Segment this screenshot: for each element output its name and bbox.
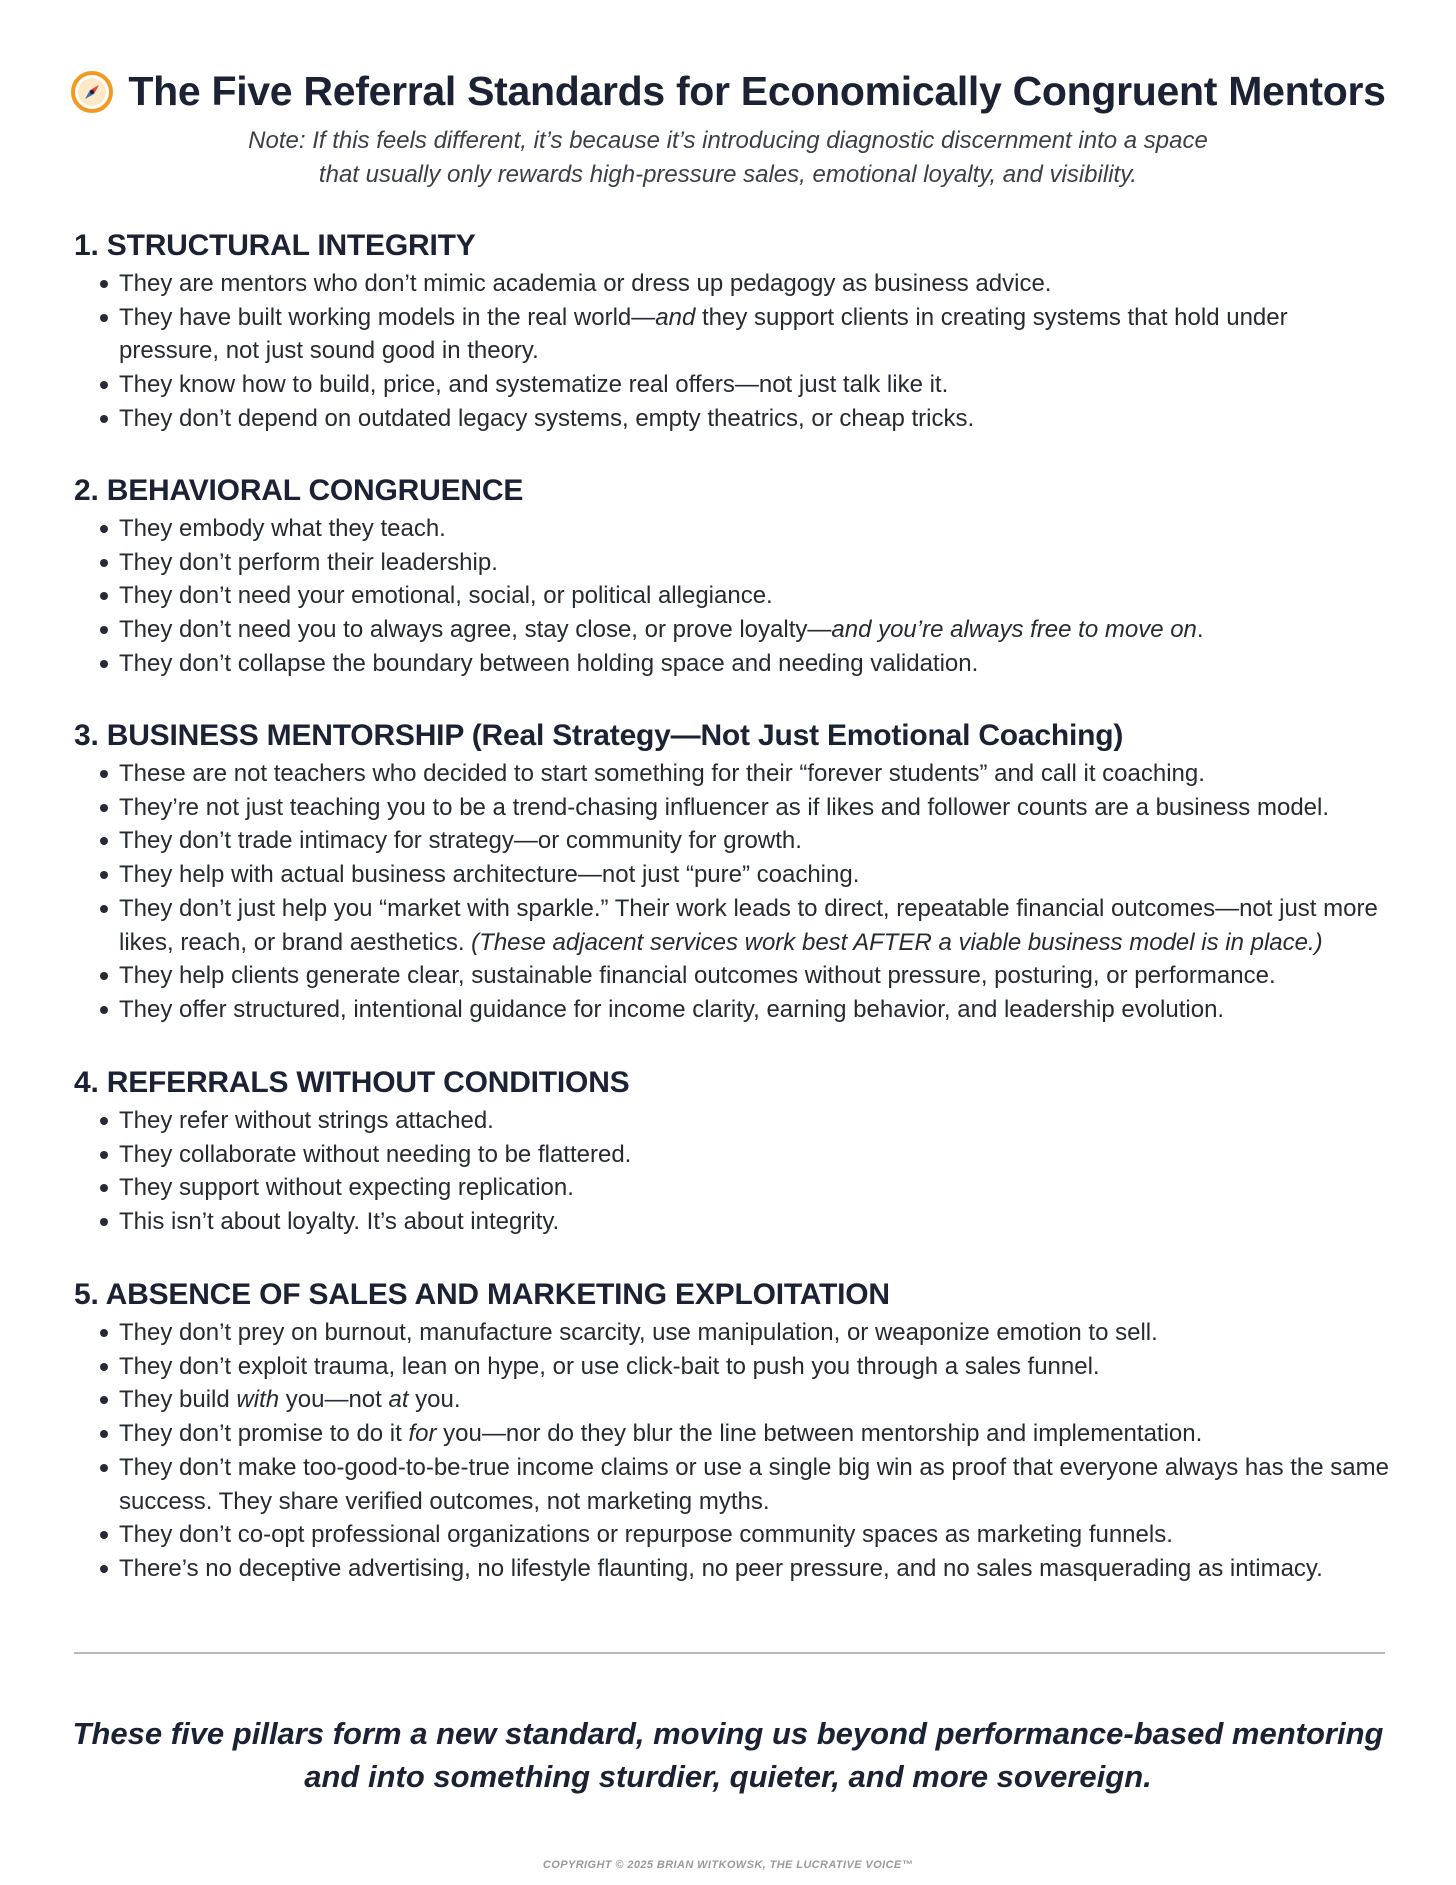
intro-note-line: that usually only rewards high-pressure sales, emotional loyalty, and visibility. — [318, 161, 1138, 188]
list-item: They don’t depend on outdated legacy systems, empty theatrics, or cheap tricks. — [74, 402, 1394, 436]
intro-note-line: Note: If this feels different, it’s because it’s introducing diagnostic discernment into a space — [248, 127, 1208, 154]
section-structural-integrity — [74, 227, 1394, 436]
list-item: They’re not just teaching you to be a trend-chasing influencer as if likes and follower counts are a business model. — [74, 791, 1394, 825]
closing-line: These five pillars form a new standard, moving us beyond performance-based mentoring — [72, 1716, 1384, 1751]
title-row — [0, 68, 1456, 115]
list-item: They don’t make too-good-to-be-true income claims or use a single big win as proof that everyone always has the same success. They share verified outcomes, not marketing myths. — [74, 1451, 1394, 1518]
section-heading: 5. ABSENCE OF SALES AND MARKETING EXPLOITATION — [74, 1278, 890, 1311]
divider — [74, 1652, 1385, 1654]
bullet-list — [74, 757, 1394, 1027]
list-item: There’s no deceptive advertising, no lifestyle flaunting, no peer pressure, and no sales masquerading as intimacy. — [74, 1552, 1394, 1586]
list-item: This isn’t about loyalty. It’s about integrity. — [74, 1205, 1394, 1239]
list-item: They don’t perform their leadership. — [74, 546, 1394, 580]
list-item: They offer structured, intentional guidance for income clarity, earning behavior, and leadership evolution. — [74, 993, 1394, 1027]
list-item: They help clients generate clear, sustainable financial outcomes without pressure, posturing, or performance. — [74, 959, 1394, 993]
closing-line: and into something sturdier, quieter, and more sovereign. — [304, 1759, 1152, 1794]
section-absence-of-exploitation — [74, 1276, 1394, 1586]
list-item: They refer without strings attached. — [74, 1104, 1394, 1138]
compass-icon — [70, 70, 114, 114]
section-heading: 3. BUSINESS MENTORSHIP (Real Strategy—Not Just Emotional Coaching) — [74, 719, 1124, 752]
copyright-footer: COPYRIGHT © 2025 BRIAN WITKOWSK, THE LUCRATIVE VOICE™ — [542, 1859, 914, 1871]
list-item: They are mentors who don’t mimic academia or dress up pedagogy as business advice. — [74, 267, 1394, 301]
list-item: These are not teachers who decided to start something for their “forever students” and call it coaching. — [74, 757, 1394, 791]
list-item: They embody what they teach. — [74, 512, 1394, 546]
list-item: They have built working models in the real world—and they support clients in creating systems that hold under pressure, not just sound good in theory. — [74, 301, 1394, 368]
list-item: They support without expecting replication. — [74, 1171, 1394, 1205]
list-item: They don’t co-opt professional organizations or repurpose community spaces as marketing funnels. — [74, 1518, 1394, 1552]
section-heading: 1. STRUCTURAL INTEGRITY — [74, 229, 476, 262]
list-item: They don’t need your emotional, social, or political allegiance. — [74, 579, 1394, 613]
list-item: They help with actual business architecture—not just “pure” coaching. — [74, 858, 1394, 892]
section-referrals-without-conditions — [74, 1064, 1394, 1239]
closing-statement — [0, 1712, 1456, 1798]
list-item: They know how to build, price, and systematize real offers—not just talk like it. — [74, 368, 1394, 402]
section-heading: 4. REFERRALS WITHOUT CONDITIONS — [74, 1066, 630, 1099]
list-item: They don’t trade intimacy for strategy—or community for growth. — [74, 824, 1394, 858]
bullet-list — [74, 512, 1394, 681]
bullet-list — [74, 1316, 1394, 1586]
bullet-list — [74, 267, 1394, 436]
section-heading: 2. BEHAVIORAL CONGRUENCE — [74, 474, 524, 507]
list-item: They don’t promise to do it for you—nor do they blur the line between mentorship and implementation. — [74, 1417, 1394, 1451]
intro-note — [0, 124, 1456, 192]
list-item: They don’t prey on burnout, manufacture scarcity, use manipulation, or weaponize emotion to sell. — [74, 1316, 1394, 1350]
section-business-mentorship — [74, 717, 1394, 1027]
list-item: They don’t need you to always agree, stay close, or prove loyalty—and you’re always free to move on. — [74, 613, 1394, 647]
list-item: They build with you—not at you. — [74, 1383, 1394, 1417]
list-item: They don’t just help you “market with sparkle.” Their work leads to direct, repeatable financial outcomes—not just more likes, reach, or brand aesthetics. (These adjacent services work best AFTER a viable business model is in place.) — [74, 892, 1394, 959]
list-item: They don’t exploit trauma, lean on hype, or use click-bait to push you through a sales funnel. — [74, 1350, 1394, 1384]
page-title: The Five Referral Standards for Economically Congruent Mentors — [128, 68, 1386, 114]
section-behavioral-congruence — [74, 472, 1394, 681]
bullet-list — [74, 1104, 1394, 1239]
list-item: They collaborate without needing to be flattered. — [74, 1138, 1394, 1172]
list-item: They don’t collapse the boundary between holding space and needing validation. — [74, 647, 1394, 681]
